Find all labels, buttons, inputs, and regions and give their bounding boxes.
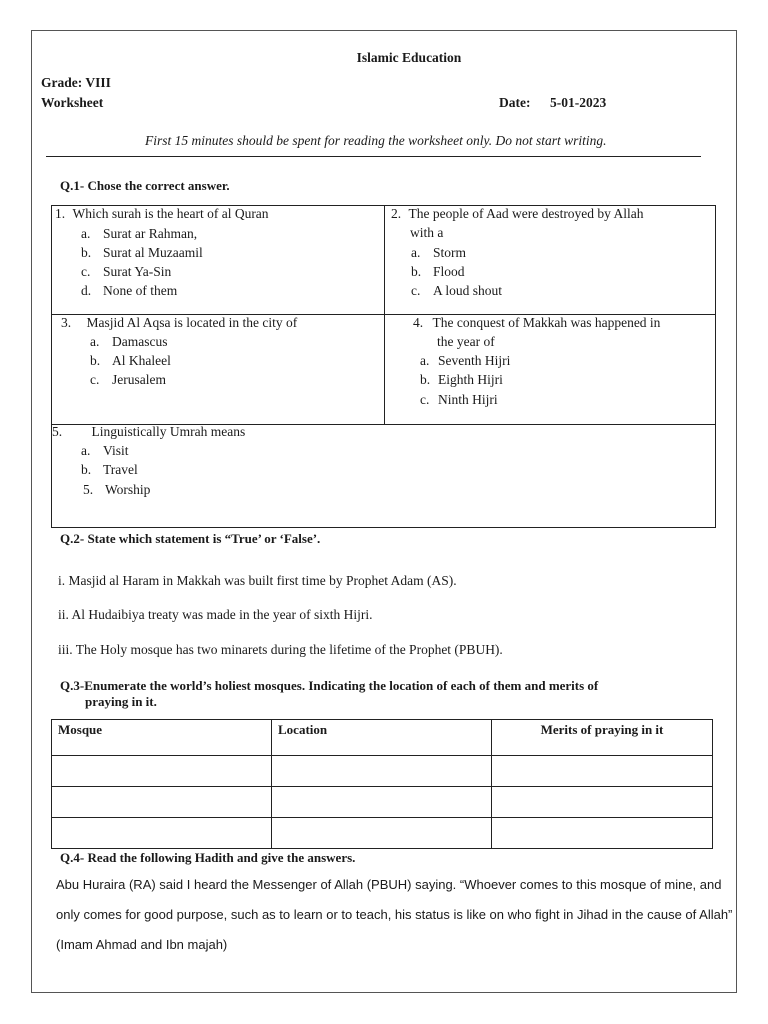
q1-item-5 bbox=[52, 424, 245, 440]
option-label: c. bbox=[81, 264, 91, 279]
q1-item-4 bbox=[413, 315, 660, 331]
table-cell[interactable] bbox=[272, 787, 492, 818]
option-text: A loud shout bbox=[433, 283, 503, 298]
q1-item-question: Linguistically Umrah means bbox=[91, 424, 246, 439]
q1-item-number: 5. bbox=[52, 424, 63, 439]
q2-statement-3: iii. The Holy mosque has two minarets during the lifetime of the Prophet (PBUH). bbox=[58, 642, 503, 657]
q1-option bbox=[81, 462, 138, 478]
table-cell[interactable] bbox=[52, 756, 272, 787]
q3-heading: Q.3-Enumerate the world’s holiest mosques. Indicating the location of each of them and merits of bbox=[60, 678, 599, 693]
q1-option bbox=[81, 264, 171, 280]
option-text: Surat Ya-Sin bbox=[103, 264, 172, 279]
table-row bbox=[52, 787, 713, 818]
q1-item-2 bbox=[391, 206, 644, 222]
q1-item-number: 2. bbox=[391, 206, 402, 221]
option-label: c. bbox=[420, 392, 430, 407]
q1-item-1 bbox=[55, 206, 269, 222]
option-text: Storm bbox=[433, 245, 467, 260]
hadith-line-1: Abu Huraira (RA) said I heard the Messenger of Allah (PBUH) saying. “Whoever comes to this mosque of mine, and bbox=[56, 877, 722, 892]
date-value: 5-01-2023 bbox=[550, 95, 607, 110]
table-cell[interactable] bbox=[492, 818, 713, 849]
table-header-row bbox=[52, 720, 713, 756]
grade-label: Grade: VIII bbox=[41, 75, 111, 90]
q1-heading: Q.1- Chose the correct answer. bbox=[60, 178, 230, 193]
option-label: a. bbox=[420, 353, 430, 368]
q2-statement-1: i. Masjid al Haram in Makkah was built first time by Prophet Adam (AS). bbox=[58, 573, 457, 588]
column-header-mosque: Mosque bbox=[52, 720, 272, 756]
q1-option bbox=[411, 283, 502, 299]
q1-option bbox=[411, 245, 466, 261]
q1-option bbox=[83, 482, 150, 498]
option-label: a. bbox=[81, 443, 91, 458]
column-header-merits: Merits of praying in it bbox=[492, 720, 713, 756]
option-text: Al Khaleel bbox=[112, 353, 171, 368]
q1-option bbox=[81, 443, 128, 459]
q2-statement-2: ii. Al Hudaibiya treaty was made in the year of sixth Hijri. bbox=[58, 607, 373, 622]
table-cell[interactable] bbox=[272, 818, 492, 849]
q1-item-question: The people of Aad were destroyed by Allah bbox=[408, 206, 644, 221]
table-cell[interactable] bbox=[272, 756, 492, 787]
option-label: b. bbox=[420, 372, 431, 387]
option-text: Damascus bbox=[112, 334, 168, 349]
q1-option bbox=[90, 334, 167, 350]
q3-heading-cont: praying in it. bbox=[85, 694, 157, 709]
option-label: b. bbox=[81, 462, 92, 477]
option-text: Visit bbox=[103, 443, 129, 458]
worksheet-label: Worksheet bbox=[41, 95, 104, 110]
option-label: c. bbox=[411, 283, 421, 298]
q1-option bbox=[420, 372, 503, 388]
option-text: None of them bbox=[103, 283, 178, 298]
option-text: Ninth Hijri bbox=[438, 392, 498, 407]
q1-option bbox=[81, 283, 177, 299]
header-divider bbox=[46, 156, 701, 157]
table-row bbox=[52, 756, 713, 787]
option-label: 5. bbox=[83, 482, 94, 497]
hadith-line-2: only comes for good purpose, such as to learn or to teach, his status is like on who fight in Jihad in the cause of Allah” bbox=[56, 907, 733, 922]
q2-heading: Q.2- State which statement is “True’ or ‘False’. bbox=[60, 531, 321, 546]
grid-vertical-line bbox=[384, 206, 385, 424]
table-row bbox=[52, 818, 713, 849]
option-text: Eighth Hijri bbox=[438, 372, 503, 387]
q1-option bbox=[90, 353, 171, 369]
option-text: Travel bbox=[103, 462, 138, 477]
table-cell[interactable] bbox=[52, 787, 272, 818]
option-text: Flood bbox=[433, 264, 465, 279]
q1-item-3 bbox=[61, 315, 297, 331]
q1-option bbox=[81, 245, 203, 261]
q1-option bbox=[81, 226, 197, 242]
q1-item-question: Masjid Al Aqsa is located in the city of bbox=[86, 315, 298, 330]
worksheet-title: Islamic Education bbox=[356, 50, 462, 65]
option-label: c. bbox=[90, 372, 100, 387]
q4-heading: Q.4- Read the following Hadith and give the answers. bbox=[60, 850, 356, 865]
option-label: a. bbox=[81, 226, 91, 241]
q1-item-question-cont: with a bbox=[410, 225, 444, 240]
option-text: Jerusalem bbox=[112, 372, 166, 387]
q1-option bbox=[420, 353, 510, 369]
table-cell[interactable] bbox=[492, 787, 713, 818]
q1-item-number: 3. bbox=[61, 315, 72, 330]
option-text: Surat al Muzaamil bbox=[103, 245, 203, 260]
q1-item-number: 1. bbox=[55, 206, 66, 221]
option-text: Surat ar Rahman, bbox=[103, 226, 198, 241]
q1-item-number: 4. bbox=[413, 315, 424, 330]
q1-option bbox=[411, 264, 465, 280]
option-label: d. bbox=[81, 283, 92, 298]
hadith-source: (Imam Ahmad and Ibn majah) bbox=[56, 937, 228, 952]
q1-option bbox=[420, 392, 498, 408]
table-cell[interactable] bbox=[492, 756, 713, 787]
q1-item-question-cont: the year of bbox=[437, 334, 495, 349]
option-text: Worship bbox=[105, 482, 151, 497]
option-label: b. bbox=[411, 264, 422, 279]
q3-mosque-table bbox=[51, 719, 713, 849]
option-label: a. bbox=[411, 245, 421, 260]
option-label: b. bbox=[81, 245, 92, 260]
date-label: Date: bbox=[499, 95, 531, 110]
q1-item-question: The conquest of Makkah was happened in bbox=[432, 315, 661, 330]
option-label: b. bbox=[90, 353, 101, 368]
option-label: a. bbox=[90, 334, 100, 349]
q1-item-question: Which surah is the heart of al Quran bbox=[72, 206, 269, 221]
option-text: Seventh Hijri bbox=[438, 353, 511, 368]
q1-option bbox=[90, 372, 166, 388]
table-cell[interactable] bbox=[52, 818, 272, 849]
column-header-location: Location bbox=[272, 720, 492, 756]
instruction-text: First 15 minutes should be spent for reading the worksheet only. Do not start writing. bbox=[145, 133, 607, 148]
